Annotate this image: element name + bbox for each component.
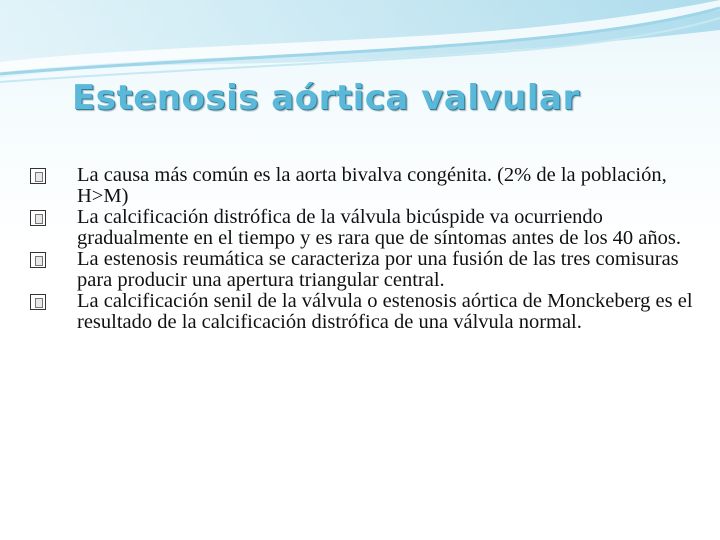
bullet-item bbox=[30, 165, 700, 207]
bullet-box-icon bbox=[30, 210, 46, 226]
bullet-box-icon bbox=[30, 252, 46, 268]
bullet-text: La causa más común es la aorta bivalva congénita. (2% de la población, H>M) bbox=[77, 164, 667, 207]
bullet-box-icon bbox=[30, 294, 46, 310]
bullet-list bbox=[30, 165, 700, 333]
bullet-box-icon bbox=[30, 168, 46, 184]
bullet-text: La calcificación distrófica de la válvula bicúspide va ocurriendo gradualmente en el tiempo y es rara que de síntomas antes de los 40 años. bbox=[77, 206, 681, 249]
bullet-item bbox=[30, 249, 700, 291]
bullet-text: La calcificación senil de la válvula o estenosis aórtica de Monckeberg es el resultado de la calcificación distrófica de una válvula normal. bbox=[77, 290, 693, 333]
bullet-text: La estenosis reumática se caracteriza por una fusión de las tres comisuras para producir una apertura triangular central. bbox=[77, 248, 679, 291]
slide-title: Estenosis aórtica valvular bbox=[72, 78, 580, 118]
bullet-item bbox=[30, 207, 700, 249]
bullet-item bbox=[30, 291, 700, 333]
